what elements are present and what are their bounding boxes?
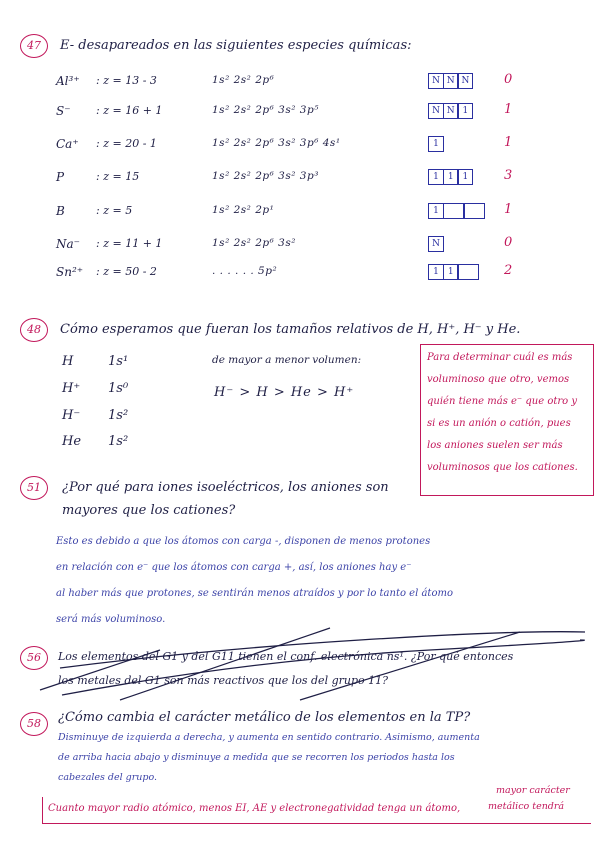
q47-title: E- desapareados en las siguientes especies químicas: <box>60 38 412 53</box>
q48-note-box <box>420 344 594 496</box>
q47-config: 1s² 2s² 2p⁶ <box>212 74 275 86</box>
q56-number: 56 <box>27 651 41 664</box>
q56-line2: los metales del G1 son más reactivos que los del grupo 11? <box>58 674 389 687</box>
q47-z-calc: : z = 5 <box>96 204 133 217</box>
q58-number: 58 <box>27 717 41 730</box>
q48-species: H⁻ <box>62 408 81 423</box>
q47-z-calc: : z = 16 + 1 <box>96 104 163 117</box>
q58-answer-line: cabezales del grupo. <box>58 772 158 783</box>
orbital-box: N <box>428 103 444 119</box>
orbital-box: N <box>443 103 459 119</box>
q47-orbital-boxes <box>428 203 484 219</box>
q58-title: ¿Cómo cambia el carácter metálico de los elementos en la TP? <box>58 710 471 725</box>
q48-species: H⁺ <box>62 381 81 396</box>
q47-config: 1s² 2s² 2p⁶ 3s² 3p⁶ 4s¹ <box>212 137 341 149</box>
q58-note-tail-bottom: metálico tendrá <box>488 801 565 812</box>
q47-ion: Ca⁺ <box>56 137 79 151</box>
q48-species: H <box>62 354 74 369</box>
q47-number: 47 <box>27 39 41 52</box>
q47-z-calc: : z = 11 + 1 <box>96 237 163 250</box>
q58-answer-line: Disminuye de izquierda a derecha, y aumenta en sentido contrario. Asimismo, aumenta <box>58 732 480 743</box>
q56-number-circle <box>20 646 48 670</box>
orbital-box: 1 <box>428 136 444 152</box>
q51-answer-line: en relación con e⁻ que los átomos con carga +, así, los aniones hay e⁻ <box>56 562 412 573</box>
q47-config: 1s² 2s² 2p⁶ 3s² 3p³ <box>212 170 319 182</box>
q47-unpaired-count: 2 <box>504 263 513 278</box>
q47-number-circle <box>20 34 48 58</box>
orbital-box: 1 <box>443 169 459 185</box>
q47-z-calc: : z = 20 - 1 <box>96 137 157 150</box>
orbital-box <box>463 203 485 219</box>
q48-title: Cómo esperamos que fueran los tamaños relativos de H, H⁺, H⁻ y He. <box>60 322 521 337</box>
q47-config: 1s² 2s² 2p⁶ 3s² <box>212 237 296 249</box>
q47-orbital-boxes <box>428 169 472 185</box>
q48-number: 48 <box>27 323 41 336</box>
q58-note-tail-top: mayor carácter <box>496 785 570 796</box>
q47-z-calc: : z = 50 - 2 <box>96 265 157 278</box>
q47-unpaired-count: 1 <box>504 135 513 150</box>
orbital-box: 1 <box>428 169 444 185</box>
q47-orbital-boxes <box>428 264 478 280</box>
q58-number-circle <box>20 712 48 736</box>
q47-orbital-boxes <box>428 136 443 152</box>
q51-number: 51 <box>27 481 41 494</box>
orbital-box: N <box>428 236 444 252</box>
q47-unpaired-count: 1 <box>504 102 513 117</box>
q48-config: 1s² <box>108 434 129 449</box>
q47-orbital-boxes <box>428 103 472 119</box>
q47-z-calc: : z = 15 <box>96 170 140 183</box>
q51-title-line2: mayores que los cationes? <box>62 503 236 518</box>
orbital-box <box>457 264 479 280</box>
q47-ion: Na⁻ <box>56 237 80 251</box>
q51-answer-line: será más voluminoso. <box>56 614 166 625</box>
q47-unpaired-count: 1 <box>504 202 513 217</box>
q47-ion: S⁻ <box>56 104 71 118</box>
q56-line1: Los elementos del G1 y del G11 tienen el conf. electrónica ns¹. ¿Por qué entonces <box>58 650 514 663</box>
q51-answer-line: al haber más que protones, se sentirán menos atraídos y por lo tanto el átomo <box>56 588 453 599</box>
q48-config: 1s² <box>108 408 129 423</box>
q47-orbital-boxes <box>428 236 443 252</box>
q47-unpaired-count: 0 <box>504 235 513 250</box>
q51-number-circle <box>20 476 48 500</box>
q51-title-line1: ¿Por qué para iones isoeléctricos, los aniones son <box>62 480 389 495</box>
orbital-box: N <box>443 73 459 89</box>
orbital-box: 1 <box>457 169 473 185</box>
orbital-box: 1 <box>428 203 444 219</box>
q47-config: 1s² 2s² 2p¹ <box>212 204 275 216</box>
q47-unpaired-count: 0 <box>504 72 513 87</box>
q48-number-circle <box>20 318 48 342</box>
q48-note: Para determinar cuál es más voluminoso que otro, vemos quién tiene más e⁻ que otro y si es un anión o catión, pues los aniones suelen ser más voluminosos que los cationes. <box>427 352 578 473</box>
q47-unpaired-count: 3 <box>504 168 513 183</box>
q47-ion: Sn²⁺ <box>56 265 84 279</box>
orbital-box: N <box>457 73 473 89</box>
q58-note: Cuanto mayor radio atómico, menos EI, AE y electronegatividad tenga un átomo, <box>48 803 461 814</box>
q48-order-label: de mayor a menor volumen: <box>212 354 362 366</box>
q47-orbital-boxes <box>428 73 472 89</box>
orbital-box: 1 <box>443 264 459 280</box>
q47-z-calc: : z = 13 - 3 <box>96 74 157 87</box>
q47-ion: Al³⁺ <box>56 74 80 88</box>
q47-ion: P <box>56 170 65 184</box>
q48-order: H⁻ > H > He > H⁺ <box>214 385 355 400</box>
q51-answer-line: Esto es debido a que los átomos con carga -, disponen de menos protones <box>56 536 431 547</box>
orbital-box: 1 <box>457 103 473 119</box>
orbital-box <box>443 203 465 219</box>
q48-config: 1s¹ <box>108 354 129 369</box>
orbital-box: 1 <box>428 264 444 280</box>
q47-config: . . . . . . 5p² <box>212 265 278 277</box>
q48-config: 1s⁰ <box>108 381 129 396</box>
q58-answer-line: de arriba hacia abajo y disminuye a medida que se recorren los periodos hasta los <box>58 752 455 763</box>
q47-ion: B <box>56 204 65 218</box>
q48-species: He <box>62 434 82 449</box>
q47-config: 1s² 2s² 2p⁶ 3s² 3p⁵ <box>212 104 319 116</box>
orbital-box: N <box>428 73 444 89</box>
